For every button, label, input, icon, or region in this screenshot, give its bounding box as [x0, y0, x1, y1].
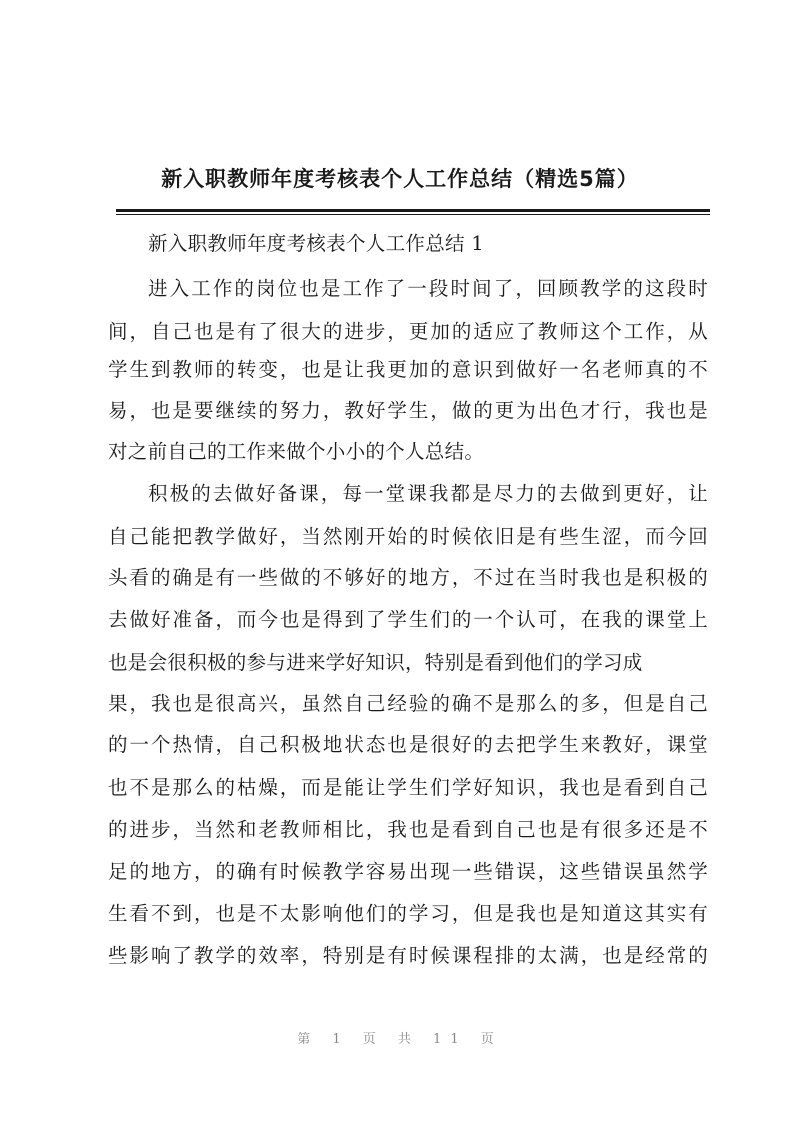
- title-rule-thin: [116, 214, 710, 215]
- paragraph-line: 也是会很积极的参与进来学好知识，特别是看到他们的学习成: [108, 651, 643, 674]
- paragraph-line: 自己能把教学做好，当然刚开始的时候依旧是有些生涩，而今回: [108, 525, 708, 548]
- paragraph-line: 的进步，当然和老教师相比，我也是看到自己也是有很多还是不: [108, 818, 708, 841]
- title-rule-thick: [116, 209, 710, 212]
- paragraph-line: 足的地方，的确有时候教学容易出现一些错误，这些错误虽然学: [108, 860, 708, 883]
- paragraph-line: 的一个热情，自己积极地状态也是很好的去把学生来教好，课堂: [108, 733, 708, 756]
- paragraph-line: 进入工作的岗位也是工作了一段时间了，回顾教学的这段时: [148, 277, 708, 300]
- section-subheading: 新入职教师年度考核表个人工作总结 1: [148, 232, 485, 255]
- paragraph-line: 果，我也是很高兴，虽然自己经验的确不是那么的多，但是自己: [108, 692, 708, 715]
- page-number-footer: 第 1 页 共 11 页: [297, 1032, 503, 1047]
- paragraph-line: 些影响了教学的效率，特别是有时候课程排的太满，也是经常的: [108, 944, 708, 967]
- paragraph-line: 生看不到，也是不太影响他们的学习，但是我也是知道这其实有: [108, 902, 708, 925]
- paragraph-line: 易，也是要继续的努力，教好学生，做的更为出色才行，我也是: [108, 399, 708, 422]
- paragraph-line: 去做好准备，而今也是得到了学生们的一个认可，在我的课堂上: [108, 608, 708, 631]
- document-title: 新入职教师年度考核表个人工作总结（精选5篇）: [161, 167, 639, 191]
- paragraph-line: 间，自己也是有了很大的进步，更加的适应了教师这个工作，从: [108, 320, 708, 343]
- paragraph-line: 学生到教师的转变，也是让我更加的意识到做好一名老师真的不: [108, 358, 708, 381]
- paragraph-line: 积极的去做好备课，每一堂课我都是尽力的去做到更好，让: [148, 482, 708, 505]
- paragraph-line: 头看的确是有一些做的不够好的地方，不过在当时我也是积极的: [108, 566, 708, 589]
- paragraph-line: 也不是那么的枯燥，而是能让学生们学好知识，我也是看到自己: [108, 776, 708, 799]
- paragraph-line: 对之前自己的工作来做个小小的个人总结。: [108, 440, 485, 463]
